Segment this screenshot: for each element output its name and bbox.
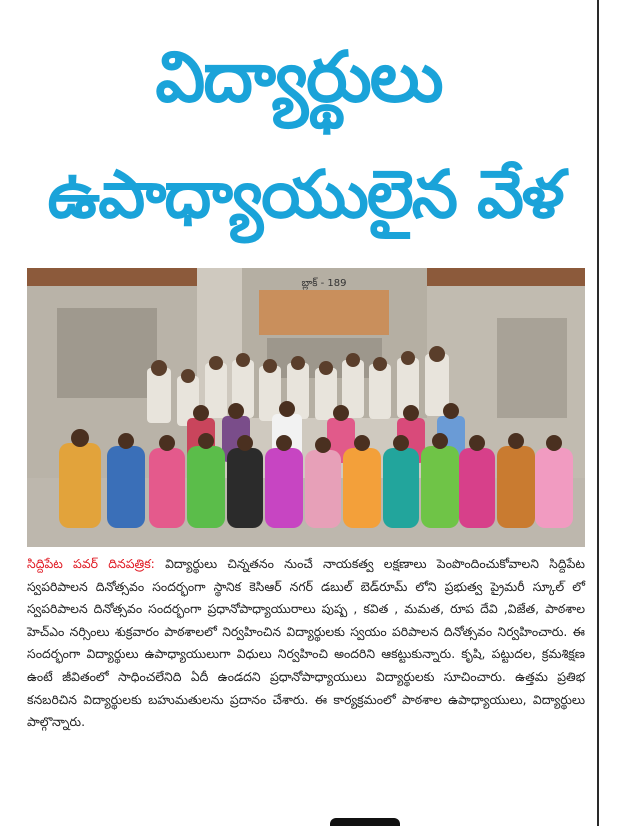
column-divider [597, 0, 599, 826]
article-body [27, 553, 585, 734]
building-sign: బ్లాక్ - 189 [301, 278, 347, 289]
next-article-fragment [330, 818, 400, 826]
headline-line-1: విద్యార్థులు [155, 36, 442, 118]
group-photo [27, 268, 585, 547]
headline-line-2: ఉపాధ్యాయులైన వేళ [47, 156, 563, 233]
article-dateline: సిద్దిపేట పవర్ దినపత్రిక: [27, 556, 155, 571]
article-text: విద్యార్థులు చిన్నతనం నుంచే నాయకత్వ లక్షణాలు పెంపొందించుకోవాలని సిద్దిపేట స్వపరిపాలన దినోత్సవం సందర్భంగా స్థానిక కెసిఆర్ నగర్ డబుల్ బెడ్‌రూమ్ లోని ప్రభుత్వ ప్రైమరీ స్కూల్ లో స్వపరిపాలన దినోత్సవం సందర్భంగా ప్రధానోపాధ్యాయురాలు పుష్ప , కవిత , మమత, రూప దేవి ,విజేత, పాఠశాల హెచ్ఎం నర్సింలు శుక్రవారం పాఠశాలలో నిర్వహించిన విద్యార్థులకు స్వయం పరిపాలన దినోత్సవం నిర్వహించారు. ఈ సందర్భంగా విద్యార్థులు ఉపాధ్యాయులుగా విధులు నిర్వహించి అందరిని ఆకట్టుకున్నారు. కృషి, పట్టుదల, క్రమశిక్షణ ఉంటే జీవితంలో సాధించలేనిది ఏదీ ఉండదని ప్రధానోపాధ్యాయులు విద్యార్థులకు సూచించారు. ఉత్తమ ప్రతిభ కనబరిచిన విద్యార్థులకు బహుమతులను ప్రదానం చేశారు. ఈ కార్యక్రమంలో పాఠశాల ఉపాధ్యాయులు, విద్యార్థులు పాల్గొన్నారు. [27, 556, 585, 730]
